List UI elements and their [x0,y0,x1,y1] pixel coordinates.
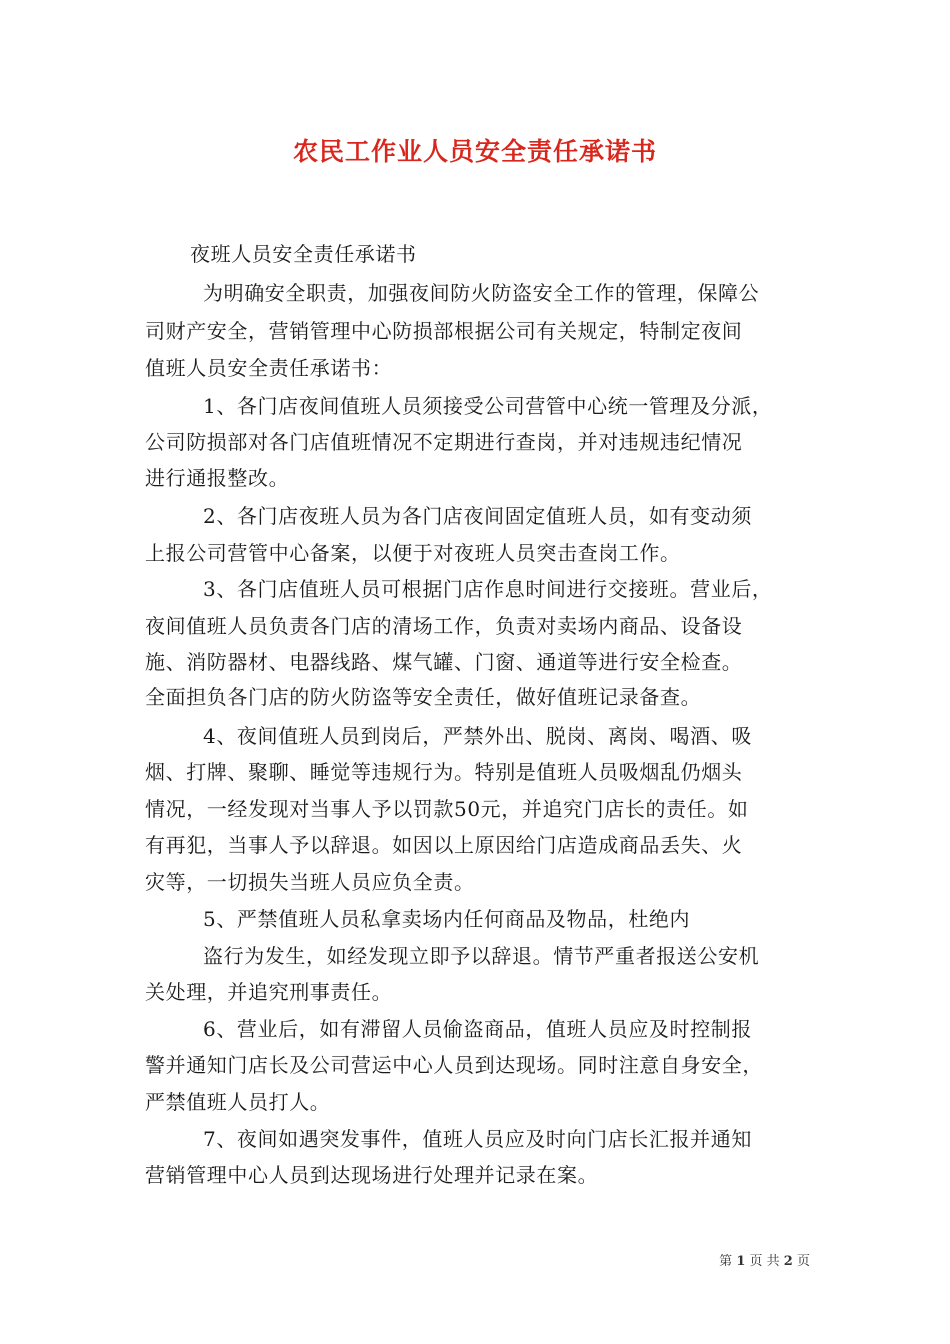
body-line: 5、严禁值班人员私拿卖场内任何商品及物品，杜绝内 [203,907,691,931]
body-line: 营销管理中心人员到达现场进行处理并记录在案。 [145,1163,599,1187]
body-line: 有再犯，当事人予以辞退。如因以上原因给门店造成商品丢失、火 [145,833,743,857]
body-line: 2、各门店夜班人员为各门店夜间固定值班人员，如有变动须 [203,504,752,528]
footer-prefix: 第 [719,1254,733,1269]
body-line: 1、各门店夜间值班人员须接受公司营管中心统一管理及分派， [203,394,773,418]
body-line: 值班人员安全责任承诺书： [145,356,393,380]
body-line: 关处理，并追究刑事责任。 [145,980,393,1004]
footer-middle: 页 共 [749,1254,780,1269]
body-line: 6、营业后，如有滞留人员偷盗商品，值班人员应及时控制报 [203,1017,752,1041]
body-line: 上报公司营管中心备案，以便于对夜班人员突击查岗工作。 [145,541,681,565]
body-line: 施、消防器材、电器线路、煤气罐、门窗、通道等进行安全检查。 [145,650,743,674]
body-line: 严禁值班人员打人。 [145,1090,331,1114]
footer-suffix: 页 [796,1254,810,1269]
document-title: 农民工作业人员安全责任承诺书 [292,137,657,166]
current-page-number: 1 [736,1254,746,1269]
total-pages-number: 2 [783,1254,793,1269]
body-line: 灾等，一切损失当班人员应负全责。 [145,870,475,894]
body-line: 全面担负各门店的防火防盗等安全责任，做好值班记录备查。 [145,685,702,709]
body-line: 司财产安全，营销管理中心防损部根据公司有关规定，特制定夜间 [145,319,743,343]
body-line: 进行通报整改。 [145,466,290,490]
body-line: 情况，一经发现对当事人予以罚款50元，并追究门店长的责任。如 [145,797,749,821]
body-line: 7、夜间如遇突发事件，值班人员应及时向门店长汇报并通知 [203,1127,752,1151]
page-footer [700,1250,810,1269]
body-line: 为明确安全职责，加强夜间防火防盗安全工作的管理，保障公 [203,281,760,305]
body-line: 公司防损部对各门店值班情况不定期进行查岗，并对违规违纪情况 [145,430,743,454]
body-line: 夜间值班人员负责各门店的清场工作，负责对卖场内商品、设备设 [145,614,743,638]
body-line: 警并通知门店长及公司营运中心人员到达现场。同时注意自身安全， [145,1053,763,1077]
body-line: 烟、打牌、聚聊、睡觉等违规行为。特别是值班人员吸烟乱仍烟头 [145,760,743,784]
body-line: 盗行为发生，如经发现立即予以辞退。情节严重者报送公安机 [203,944,760,968]
body-line: 夜班人员安全责任承诺书 [190,242,417,266]
body-line: 3、各门店值班人员可根据门店作息时间进行交接班。营业后， [203,577,773,601]
body-line: 4、夜间值班人员到岗后，严禁外出、脱岗、离岗、喝酒、吸 [203,724,752,748]
